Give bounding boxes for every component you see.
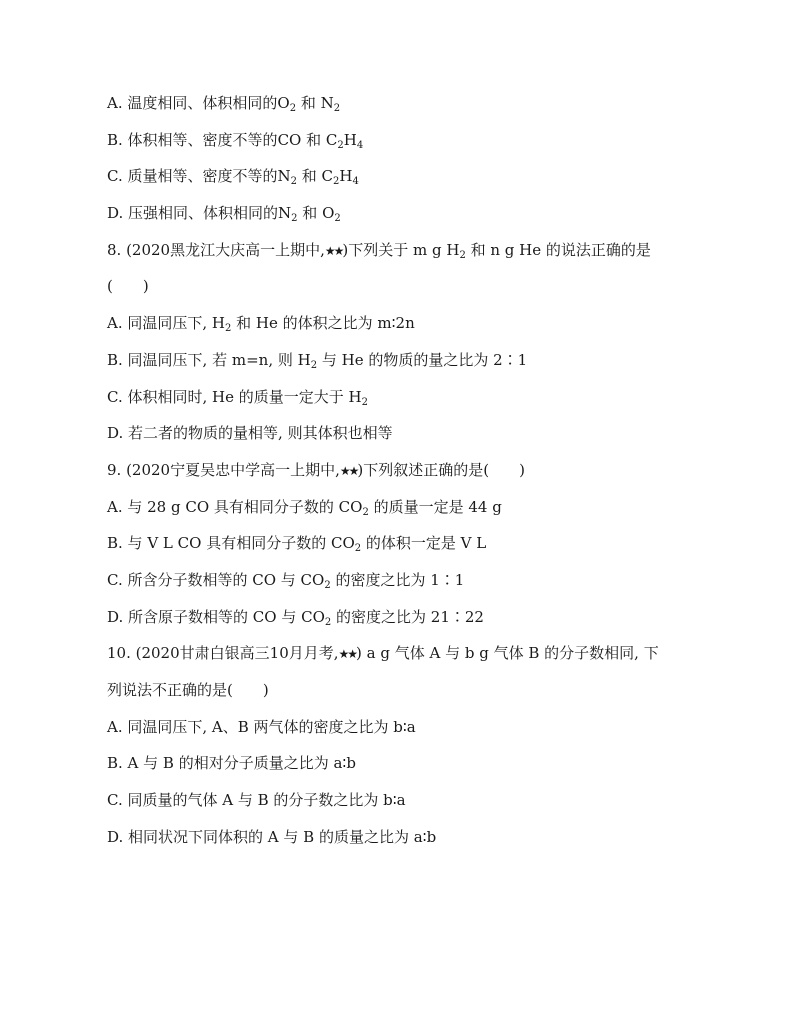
q9-option-a: A. 与 28 g CO 具有相同分子数的 $CO_2$ 的质量一定是 44 g — [107, 498, 502, 518]
q10-stem-line2: 列说法不正确的是( ) — [107, 681, 269, 699]
q7-option-c: C. 质量相等、密度不等的$N_2$ 和 $C_2H_4$ — [107, 167, 359, 187]
q10-option-c: C. 同质量的气体 A 与 B 的分子数之比为 b∶a — [107, 791, 406, 809]
difficulty-stars-icon: ★★ — [324, 244, 343, 258]
q8-stem: 8. (2020黑龙江大庆高一上期中,★★)下列关于 m g $H_2$ 和 n g He 的说法正确的是 — [107, 241, 651, 261]
q8-option-b: B. 同温同压下, 若 m=n, 则 $H_2$ 与 He 的物质的量之比为 2∶1 — [107, 351, 528, 371]
q9-option-b: B. 与 V L CO 具有相同分子数的 $CO_2$ 的体积一定是 V L — [107, 534, 487, 554]
q9-option-d: D. 所含原子数相等的 CO 与 $CO_2$ 的密度之比为 21∶22 — [107, 608, 484, 628]
q7-option-b: B. 体积相等、密度不等的CO 和 $C_2H_4$ — [107, 131, 364, 151]
q10-option-a: A. 同温同压下, A、B 两气体的密度之比为 b∶a — [107, 718, 416, 736]
q9-stem: 9. (2020宁夏吴忠中学高一上期中,★★)下列叙述正确的是( ) — [107, 461, 525, 479]
q10-stem: 10. (2020甘肃白银高三10月月考,★★) a g 气体 A 与 b g 气体 B 的分子数相同, 下 — [107, 644, 659, 662]
q8-option-d: D. 若二者的物质的量相等, 则其体积也相等 — [107, 424, 393, 442]
q7-option-d: D. 压强相同、体积相同的$N_2$ 和 $O_2$ — [107, 204, 341, 224]
q8-option-a: A. 同温同压下, $H_2$ 和 He 的体积之比为 m∶2n — [107, 314, 415, 334]
q7-option-a: A. 温度相同、体积相同的$O_2$ 和 $N_2$ — [107, 94, 341, 114]
q9-option-c: C. 所含分子数相等的 CO 与 $CO_2$ 的密度之比为 1∶1 — [107, 571, 465, 591]
q8-answer-paren: ( ) — [107, 277, 149, 295]
q8-option-c: C. 体积相同时, He 的质量一定大于 $H_2$ — [107, 388, 368, 408]
difficulty-stars-icon: ★★ — [339, 464, 358, 478]
difficulty-stars-icon: ★★ — [338, 647, 357, 661]
q10-option-b: B. A 与 B 的相对分子质量之比为 a∶b — [107, 754, 356, 772]
q10-option-d: D. 相同状况下同体积的 A 与 B 的质量之比为 a∶b — [107, 828, 437, 846]
